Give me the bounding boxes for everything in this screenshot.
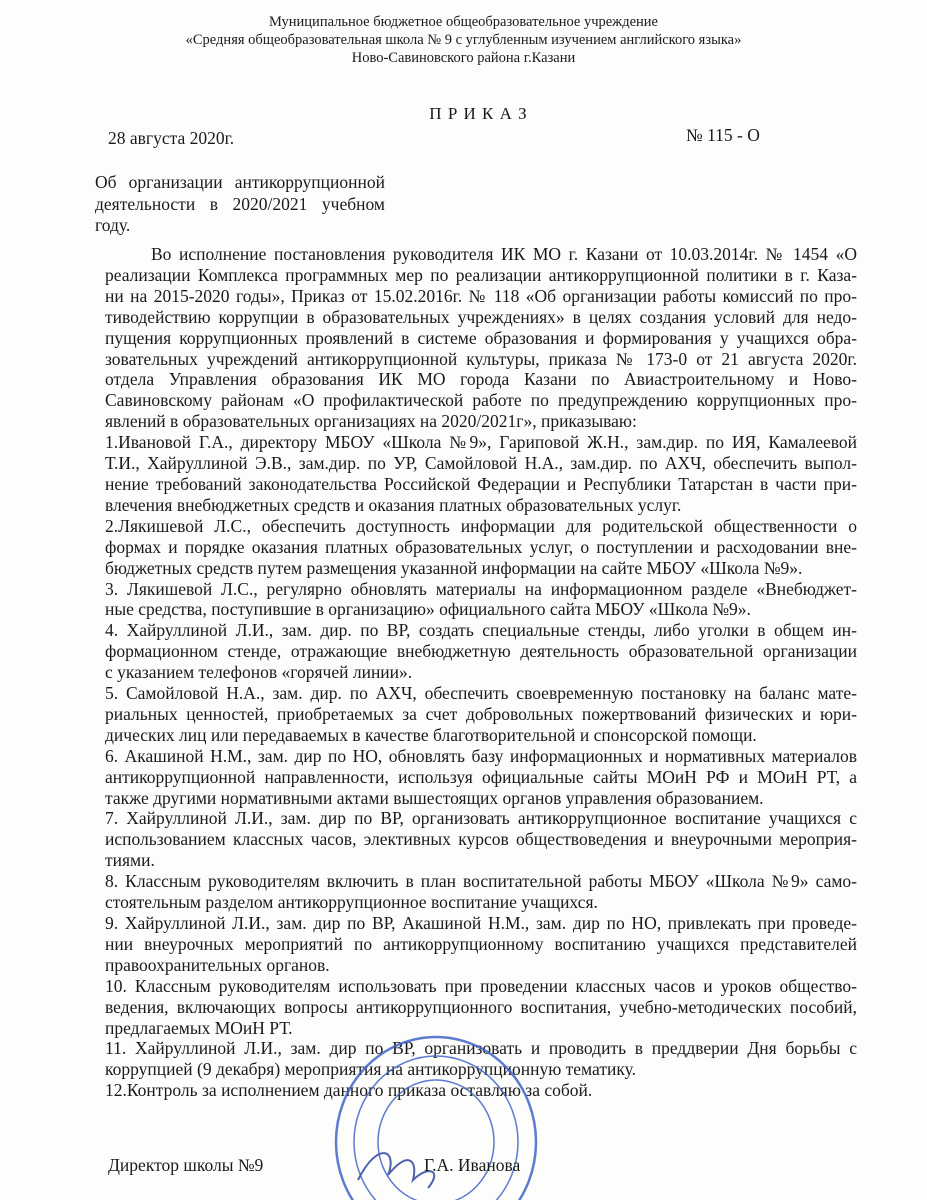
text-line: отдела Управления образования ИК МО города Казани по Авиастроительному и Ново- (105, 369, 857, 390)
text-line: Во исполнение постановления руководителя ИК МО г. Казани от 10.03.2014г. № 1454 «О (151, 244, 857, 264)
text-line: формах и порядке оказания платных образовательных услуг, о поступлении и расходовании вне- (105, 536, 857, 557)
text-line: также другими нормативными актами вышестоящих органов управления образованием. (105, 787, 764, 808)
document-title: П Р И К А З (429, 104, 528, 123)
text-line: бюджетных средств путем размещения указанной информации на сайте МБОУ «Школа №9». (105, 557, 803, 578)
subject-line: Об организации антикоррупционной (95, 172, 385, 192)
order-item (105, 976, 857, 1039)
text-line: тиями. (105, 850, 155, 871)
text-line: использованием классных часов, элективных курсов обществоведения и внеурочными мероприя- (105, 829, 857, 850)
text-line: предлагаемых МОиН РТ. (105, 1017, 293, 1038)
text-line: 1.Ивановой Г.А., директору МБОУ «Школа №9», Гариповой Ж.Н., зам.дир. по ИЯ, Камалеевой (105, 432, 857, 453)
institution-header (0, 13, 927, 67)
text-line: формационном стенде, отражающие внебюджетную деятельность образовательной организации (105, 641, 857, 662)
document-number: № 115 - О (686, 125, 760, 145)
text-line: зовательных учреждений антикоррупционной культуры, приказа № 173-0 от 21 августа 2020г. (105, 348, 857, 369)
order-item (105, 808, 857, 871)
text-line: Т.И., Хайруллиной Э.В., зам.дир. по УР, Самойловой Н.А., зам.дир. по АХЧ, обеспечить выпол- (105, 453, 857, 474)
text-line: 11. Хайруллиной Л.И., зам. дир по ВР, организовать и проводить в преддверии Дня борьбы с (105, 1038, 857, 1059)
text-line: стоятельным разделом антикоррупционное воспитание учащихся. (105, 892, 598, 913)
signature-position: Директор школы №9 (108, 1155, 264, 1175)
text-line: 10. Классным руководителям использовать при проведении классных часов и уроков общество- (105, 975, 857, 996)
text-line: ни на 2015-2020 годы», Приказ от 15.02.2016г. № 118 «Об организации работы комиссий по про- (105, 285, 857, 306)
text-line: 12.Контроль за исполнением данного приказа оставляю за собой. (105, 1080, 593, 1101)
text-line: коррупцией (9 декабря) мероприятия на антикоррупционную тематику. (105, 1059, 636, 1080)
document-subject (95, 172, 385, 237)
text-line: 9. Хайруллиной Л.И., зам. дир по ВР, Акашиной Н.М., зам. дир по НО, привлекать при проведе- (105, 913, 857, 933)
document-date: 28 августа 2020г. (108, 128, 235, 148)
text-line: Савиновскому районам «О профилактической работе по предупреждению коррупционных про- (105, 390, 857, 411)
signature-name: Г.А. Иванова (424, 1155, 521, 1175)
text-line: ведения, включающих вопросы антикоррупционного воспитания, учебно-методических пособий, (105, 996, 857, 1017)
preamble-paragraph (105, 244, 857, 432)
signature-scrawl-icon (358, 1153, 434, 1188)
text-line: ные средства, поступившие в организацию» официального сайта МБОУ «Школа №9». (105, 599, 751, 620)
text-line: нии внеурочных мероприятий по антикоррупционному воспитанию учащихся представителей (105, 933, 857, 954)
text-line: 5. Самойловой Н.А., зам. дир. по АХЧ, обеспечить своевременную постановку на баланс мате- (105, 683, 857, 704)
subject-line: году. (95, 215, 131, 235)
order-item (105, 1038, 857, 1080)
text-line: влечения внебюджетных средств и оказания платных образовательных услуг. (105, 494, 682, 515)
header-line: Ново-Савиновского района г.Казани (351, 50, 576, 66)
text-line: правоохранительных органов. (105, 954, 330, 975)
text-line: явлений в образовательных организациях на 2020/2021г», приказываю: (105, 411, 637, 432)
text-line: 2.Лякишевой Л.С., обеспечить доступность информации для родительской общественности о (105, 515, 857, 536)
header-line: Муниципальное бюджетное общеобразовательное учреждение (269, 14, 658, 30)
text-line: антикоррупционной направленности, используя официальные сайты МОиН РФ и МОиН РТ, а (105, 766, 857, 787)
header-line: «Средняя общеобразовательная школа № 9 с углубленным изучением английского языка» (185, 32, 742, 48)
order-item (105, 683, 857, 746)
order-item (105, 620, 857, 683)
text-line: дических лиц или передаваемых в качестве благотворительной и спонсорской помощи. (105, 724, 757, 745)
order-item (105, 746, 857, 809)
text-line: риальных ценностей, приобретаемых за счет добровольных пожертвований физических и юри- (105, 703, 857, 724)
order-item (105, 432, 857, 516)
text-line: 4. Хайруллиной Л.И., зам. дир. по ВР, создать специальные стенды, либо уголки в общем ин- (105, 620, 857, 641)
order-item (105, 913, 857, 976)
text-line: 7. Хайруллиной Л.И., зам. дир по ВР, организовать антикоррупционное воспитание учащихся с (105, 808, 857, 829)
text-line: с указанием телефонов «горячей линии». (105, 662, 413, 683)
text-line: реализации Комплекса программных мер по реализации антикоррупционной политики в г. Каза- (105, 264, 857, 285)
text-line: 6. Акашиной Н.М., зам. дир по НО, обновлять базу информационных и нормативных материалов (105, 745, 857, 766)
subject-line: деятельности в 2020/2021 учебном (95, 193, 385, 214)
order-item (105, 516, 857, 579)
order-item (105, 1080, 857, 1101)
document-body (105, 244, 857, 1101)
text-line: нение требований законодательства Российской Федерации и Республики Татарстан в части при- (105, 473, 857, 494)
text-line: 8. Классным руководителям включить в план воспитательной работы МБОУ «Школа №9» само- (105, 871, 857, 892)
order-item (105, 579, 857, 621)
order-item (105, 871, 857, 913)
text-line: тиводействию коррупции в образовательных учреждениях» в целях создания условий для недо- (105, 306, 857, 327)
text-line: пущения коррупционных проявлений в системе образования и формирования у учащихся обра- (105, 327, 857, 348)
text-line: 3. Лякишевой Л.С., регулярно обновлять материалы на информационном разделе «Внебюджет- (105, 578, 857, 599)
